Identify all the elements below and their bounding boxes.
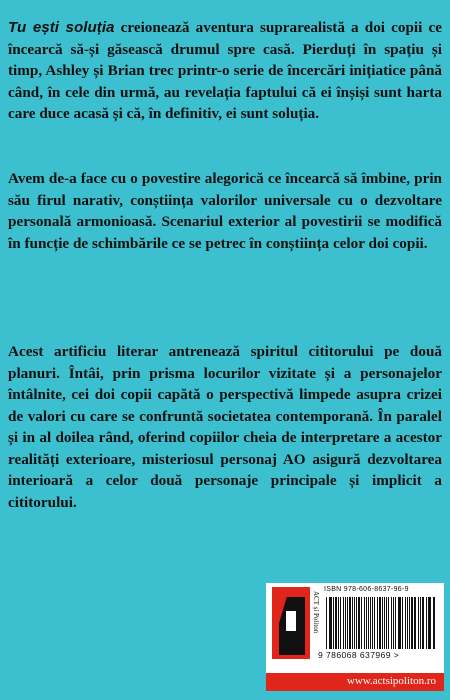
barcode-stripe: [420, 597, 421, 649]
barcode: [326, 597, 436, 649]
barcode-stripe: [414, 597, 415, 649]
barcode-stripe: [386, 597, 387, 649]
barcode-stripe: [409, 597, 410, 649]
barcode-stripe: [388, 597, 389, 649]
website-strip: [266, 673, 444, 691]
paragraph-2: Avem de-a face cu o povestire alegorică ce încearcă să îmbine, prin său firul narativ, conștiința valorilor universale cu o dezvoltare personală armonioasă. Scenariul exterior al povestirii se modifică în funcție de schimbările ce se petrec în conștiința celor doi copii.: [8, 170, 442, 252]
barcode-stripe: [384, 597, 385, 649]
barcode-stripe: [411, 597, 412, 649]
barcode-stripe: [398, 597, 399, 649]
barcode-stripe: [335, 597, 337, 649]
barcode-stripe: [405, 597, 406, 649]
barcode-stripe: [345, 597, 346, 649]
barcode-stripe: [393, 597, 394, 649]
publisher-box: [266, 583, 444, 673]
barcode-stripe: [407, 597, 408, 649]
barcode-stripe: [391, 597, 392, 649]
publisher-website: www.actsipoliton.ro: [346, 675, 436, 687]
barcode-stripe: [399, 597, 401, 649]
barcode-stripe: [426, 597, 427, 649]
barcode-stripe: [354, 597, 355, 649]
isbn-label: ISBN 978-606-8637-96-9: [324, 586, 409, 593]
barcode-stripe: [370, 597, 371, 649]
barcode-digits: 9 786068 637969 >: [318, 650, 400, 660]
barcode-stripe: [358, 597, 360, 649]
paragraph-3: Acest artificiu literar antrenează spiritul cititorului pe două planuri. Întâi, prin prisma locurilor vizitate și a personajelor întâlnite, cei doi copii capătă o perspectivă limpede asupra crizei de valori cu care se confruntă societatea contemporană. În paralel și in al doilea rând, oferind copiilor cheia de interpretare a acestor realități exterioare, misteriosul personaj AO asigură dezvoltarea interioară a celor două personaje principale și implicit a cititorului.: [8, 343, 442, 511]
barcode-stripe: [356, 597, 357, 649]
barcode-stripe: [347, 597, 348, 649]
barcode-stripe: [352, 597, 353, 649]
barcode-stripe: [349, 597, 350, 649]
barcode-stripe: [382, 597, 383, 649]
barcode-stripe: [326, 597, 327, 649]
barcode-stripe: [366, 597, 367, 649]
paragraph-1-text: creionează aventura suprarealistă a doi copii ce încearcă să-și găsească drumul spre casă. Pierduți în spațiu și timp, Ashley și Brian trec printr-o serie de încercări inițiatice până când, în cele din urmă, au revelația faptului că ei înșiși sunt harta care duce acasă și că, în definitiv, ei sunt soluția.: [8, 19, 442, 122]
publisher-name: ACT și Politon: [312, 591, 320, 634]
barcode-stripe: [428, 597, 429, 649]
barcode-stripe: [361, 597, 362, 649]
barcode-stripe: [422, 597, 424, 649]
barcode-stripe: [329, 597, 330, 649]
barcode-stripe: [434, 597, 435, 649]
paragraph-1: [8, 17, 442, 125]
barcode-stripe: [330, 597, 331, 649]
barcode-stripe: [395, 597, 396, 649]
barcode-stripe: [418, 597, 419, 649]
barcode-stripe: [333, 597, 334, 649]
barcode-stripe: [343, 597, 344, 649]
barcode-stripe: [379, 597, 381, 649]
barcode-stripe: [340, 597, 341, 649]
barcode-stripe: [402, 597, 403, 649]
barcode-stripe: [374, 597, 375, 649]
barcode-stripe: [368, 597, 369, 649]
barcode-stripe: [364, 597, 365, 649]
barcode-stripe: [433, 597, 434, 649]
barcode-stripe: [377, 597, 378, 649]
logo-notch: [286, 611, 296, 631]
barcode-stripe: [415, 597, 416, 649]
barcode-stripe: [372, 597, 373, 649]
book-title: Tu ești soluția: [8, 19, 115, 36]
barcode-stripe: [338, 597, 339, 649]
barcode-stripe: [429, 597, 430, 649]
